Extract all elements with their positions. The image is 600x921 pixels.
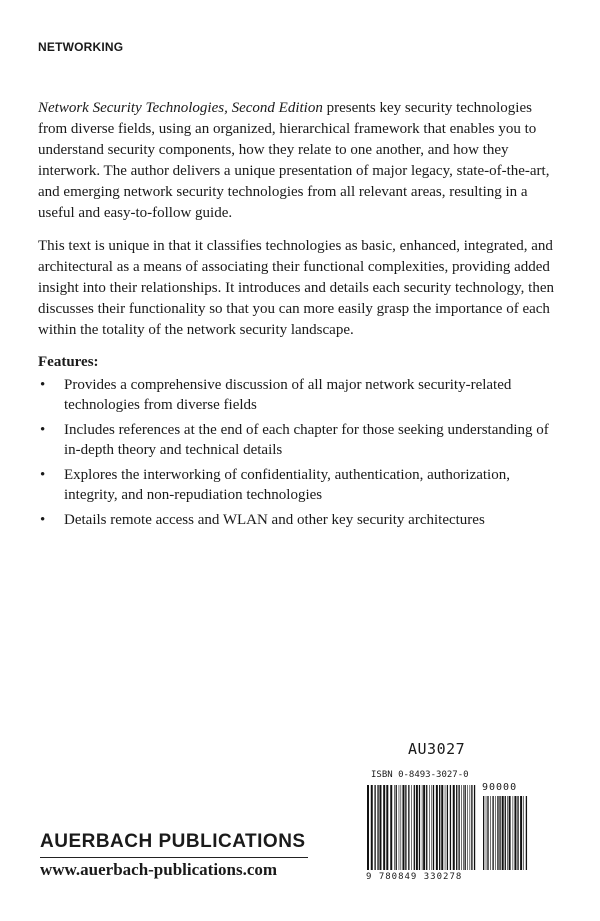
ean-barcode (366, 785, 476, 870)
feature-item: • Includes references at the end of each chapter for those seeking understanding of in-depth theory and technical details (40, 422, 549, 458)
barcode-bar (396, 785, 397, 870)
barcode-bar (458, 785, 459, 870)
barcode-bar (429, 785, 430, 870)
barcode-bar (474, 785, 475, 870)
barcode-bar (497, 796, 498, 870)
feature-item: • Details remote access and WLAN and other key security architectures (40, 512, 485, 528)
barcode-bar (386, 785, 388, 870)
barcode-bar (399, 785, 400, 870)
barcode-bar (436, 785, 438, 870)
barcode-bar (414, 785, 415, 870)
features-list (38, 375, 563, 535)
barcode-bar (374, 785, 375, 870)
barcode-bar (517, 796, 518, 870)
barcode-bar (505, 796, 506, 870)
barcode-bar (408, 785, 409, 870)
barcode-bar (377, 785, 378, 870)
feature-item: • Provides a comprehensive discussion of all major network security-related technologies from diverse fields (40, 377, 512, 413)
barcode-bar (411, 785, 412, 870)
barcode-bar (431, 785, 432, 870)
barcode-bar (486, 796, 487, 870)
barcode-bar (461, 785, 462, 870)
barcode-bar (507, 796, 508, 870)
series-code: AU3027 (408, 740, 466, 758)
barcode-bar (526, 796, 527, 870)
barcode-bar (445, 785, 446, 870)
barcode-bar (383, 785, 385, 870)
barcode-bar (463, 785, 464, 870)
barcode-bar (509, 796, 511, 870)
publisher-name: AUERBACH PUBLICATIONS (40, 831, 306, 852)
barcode-bar (371, 785, 373, 870)
barcode-bar (465, 785, 466, 870)
barcode-bar (520, 796, 522, 870)
barcode-bar (416, 785, 418, 870)
barcode-bar (502, 796, 504, 870)
features-heading: Features: (38, 354, 99, 370)
barcode-bar (394, 785, 395, 870)
bullet-icon: • (40, 422, 46, 438)
intro-paragraph (38, 98, 558, 224)
barcode-bar (483, 796, 484, 870)
barcode-bar (405, 785, 406, 870)
barcode-bar (450, 785, 451, 870)
barcode-bar (433, 785, 434, 870)
barcode-bar (513, 796, 514, 870)
barcode-bar (379, 785, 381, 870)
barcode-bar (419, 785, 420, 870)
barcode-bar (367, 785, 369, 870)
barcode-bar (514, 796, 516, 870)
barcode-bar (490, 796, 491, 870)
bullet-icon: • (40, 512, 46, 528)
barcode-bar (441, 785, 443, 870)
bullet-icon: • (40, 467, 46, 483)
isbn-label: ISBN 0-8493-3027-0 (371, 770, 469, 780)
barcode-bar (487, 796, 488, 870)
barcode-bar (492, 796, 493, 870)
book-title: Network Security Technologies, Second Edition (38, 100, 323, 116)
barcode-bar (402, 785, 404, 870)
barcode-bar (456, 785, 457, 870)
barcode-bar (453, 785, 455, 870)
barcode-bar (422, 785, 423, 870)
description-paragraph: This text is unique in that it classifies technologies as basic, enhanced, integrated, and architectural as a means of associating their functional complexities, providing added insight into their relationships. It introduces and details each security technology, then discusses their functionality so that you can more easily grasp the importance of each within the totality of the network security landscape. (38, 238, 554, 338)
barcode-bar (499, 796, 500, 870)
category-label: NETWORKING (38, 40, 124, 54)
barcode-bar (439, 785, 440, 870)
barcode-bar (390, 785, 392, 870)
ean-digits: 9 780849 330278 (366, 872, 463, 882)
barcode-bar (426, 785, 427, 870)
barcode-bar (471, 785, 472, 870)
barcode (366, 780, 531, 888)
intro-text: presents key security technologies from diverse fields, using an organized, hierarchical framework that enables you to understand security components, how they relate to one another, and how they interwork. The author delivers a unique presentation of major legacy, state-of-the-art, and emerging network security technologies from all relevant areas, resulting in a useful and easy-to-follow guide. (38, 100, 550, 221)
feature-item: • Explores the interworking of confidentiality, authentication, authorization, integrity, and non-repudiation technologies (40, 467, 510, 503)
barcode-bar (467, 785, 468, 870)
divider (40, 857, 308, 858)
barcode-bar (523, 796, 524, 870)
barcode-bar (470, 785, 471, 870)
addon-digits: 90000 (482, 782, 518, 793)
barcode-bar (423, 785, 425, 870)
barcode-bar (447, 785, 448, 870)
barcode-bar (401, 785, 402, 870)
publisher-website: www.auerbach-publications.com (40, 860, 278, 879)
bullet-icon: • (40, 377, 46, 393)
addon-barcode (482, 796, 530, 870)
barcode-bar (495, 796, 496, 870)
